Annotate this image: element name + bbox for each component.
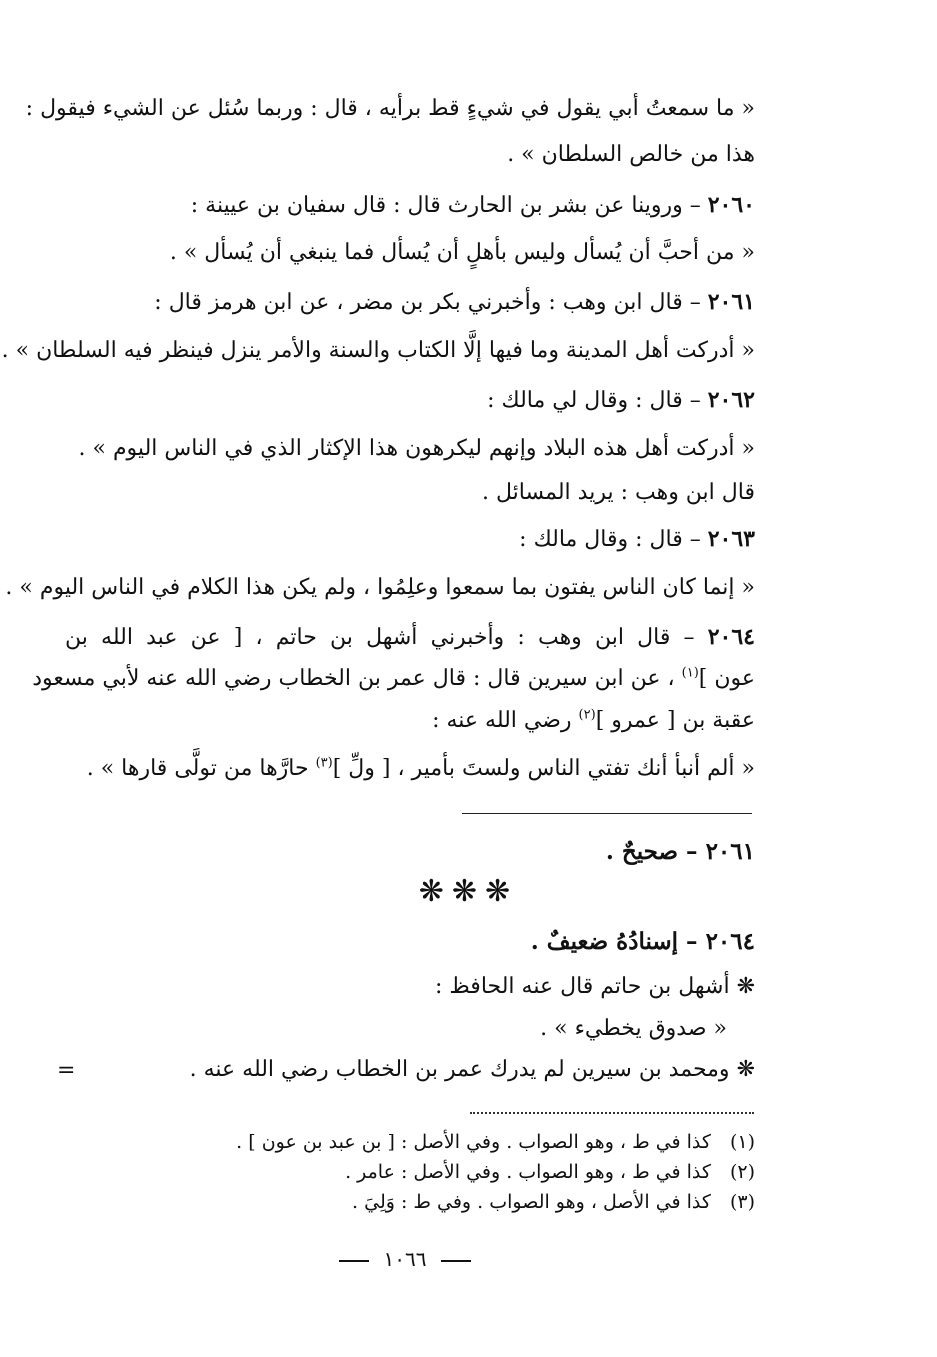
text-line-15: [87, 752, 755, 786]
hadith-2063: [519, 522, 755, 557]
hadith-2062: [487, 383, 755, 418]
note-bullet-text: أشهل بن حاتم قال عنه الحافظ :: [435, 974, 730, 999]
star-separator: ❋❋❋: [418, 874, 519, 909]
text-line-1: « ما سمعتُ أبي يقول في شيءٍ قط برأيه ، قال : وربما سُئل عن الشيء فيقول :: [25, 96, 755, 121]
text-line-2: هذا من خالص السلطان » .: [507, 142, 755, 167]
text-fragment: عقبة بن [ عمرو ]: [595, 708, 755, 733]
note-heading-2064: [531, 925, 755, 959]
text-line-4: « من أحبَّ أن يُسأل وليس بأهلٍ أن يُسأل فما ينبغي أن يُسأل » .: [169, 240, 755, 265]
footnote-number: (٣): [729, 1191, 755, 1213]
footnote-text: كذا في ط ، وهو الصواب . وفي الأصل : [ بن عبد بن عون ] .: [236, 1131, 711, 1153]
flower-bullet-icon: ❋: [736, 1057, 755, 1082]
text-fragment: ، عن ابن سيرين قال : قال عمر بن الخطاب رضي الله عنه لأبي مسعود: [32, 666, 675, 691]
footnote-ref-2[interactable]: (٢): [578, 707, 596, 723]
note-number: ٢٠٦٤: [705, 928, 755, 955]
note-bullet-text: ومحمد بن سيرين لم يدرك عمر بن الخطاب رضي الله عنه .: [189, 1057, 730, 1082]
dash-right: [441, 1260, 471, 1262]
text-line-11: « إنما كان الناس يفتون بما سمعوا وعلِمُوا ، ولم يكن هذا الكلام في الناس اليوم » .: [5, 575, 755, 600]
footnote-ref-3[interactable]: (٣): [315, 755, 333, 771]
section-divider: [462, 813, 752, 814]
hadith-2061: [154, 285, 755, 320]
text-line-6: « أدركت أهل المدينة وما فيها إلَّا الكتاب والسنة والأمر ينزل فينظر فيه السلطان » .: [1, 338, 755, 363]
text-fragment: رضي الله عنه :: [432, 708, 579, 733]
hadith-number: ٢٠٦٢: [707, 387, 755, 413]
hadith-number: ٢٠٦٠: [707, 192, 755, 218]
text-line-13: [32, 662, 755, 696]
hadith-text: – وروينا عن بشر بن الحارث قال : قال سفيان بن عيينة :: [190, 193, 701, 218]
note-quote: « صدوق يخطيء » .: [540, 1016, 727, 1041]
hadith-number: ٢٠٦٣: [707, 526, 755, 552]
footnote-3: [352, 1188, 755, 1216]
footnote-number: (٢): [729, 1161, 755, 1183]
footnote-ref-1[interactable]: (١): [681, 665, 699, 681]
note-heading-2061: [606, 835, 755, 869]
page-number: ١٠٦٦: [383, 1247, 427, 1271]
footnote-1: [236, 1128, 755, 1156]
continuation-mark: =: [57, 1058, 76, 1083]
flower-bullet-icon: ❋: [736, 974, 755, 999]
text-fragment: حارَّها من تولَّى قارها » .: [86, 756, 316, 781]
note-text: – إسنادُهُ ضعيفٌ .: [530, 928, 698, 955]
hadith-text: – قال : وقال مالك :: [519, 527, 701, 552]
footnote-text: كذا في الأصل ، وهو الصواب . وفي ط : وَلِيَ .: [352, 1191, 711, 1213]
text-line-9: قال ابن وهب : يريد المسائل .: [482, 480, 755, 505]
hadith-number: ٢٠٦١: [707, 289, 755, 315]
footnote-text: كذا في ط ، وهو الصواب . وفي الأصل : عامر .: [345, 1161, 711, 1183]
hadith-text: – قال ابن وهب : وأخبرني بكر بن مضر ، عن ابن هرمز قال :: [154, 290, 701, 315]
dash-left: [339, 1260, 369, 1262]
text-fragment: عون ]: [698, 666, 755, 691]
footnote-divider: [470, 1112, 754, 1114]
note-bullet-2: [190, 1053, 755, 1087]
text-line-14: [432, 704, 755, 738]
footnote-number: (١): [729, 1131, 755, 1153]
text-fragment: « ألم أنبأ أنك تفتي الناس ولستَ بأمير ، [ ولِّ ]: [332, 756, 755, 781]
note-number: ٢٠٦١: [705, 838, 755, 865]
hadith-text: – قال : وقال لي مالك :: [487, 388, 701, 413]
page-number-row: [335, 1242, 475, 1276]
note-text: – صحيحٌ .: [605, 838, 698, 865]
hadith-2064: [65, 620, 755, 655]
footnote-2: [345, 1158, 755, 1186]
hadith-number: ٢٠٦٤: [707, 624, 755, 650]
hadith-text: – قال ابن وهب : وأخبرني أشهل بن حاتم ، [ عن عبد الله بن: [65, 625, 695, 650]
hadith-2060: [191, 188, 755, 223]
text-line-8: « أدركت أهل هذه البلاد وإنهم ليكرهون هذا الإكثار الذي في الناس اليوم » .: [78, 436, 755, 461]
note-bullet-1: [435, 970, 755, 1004]
